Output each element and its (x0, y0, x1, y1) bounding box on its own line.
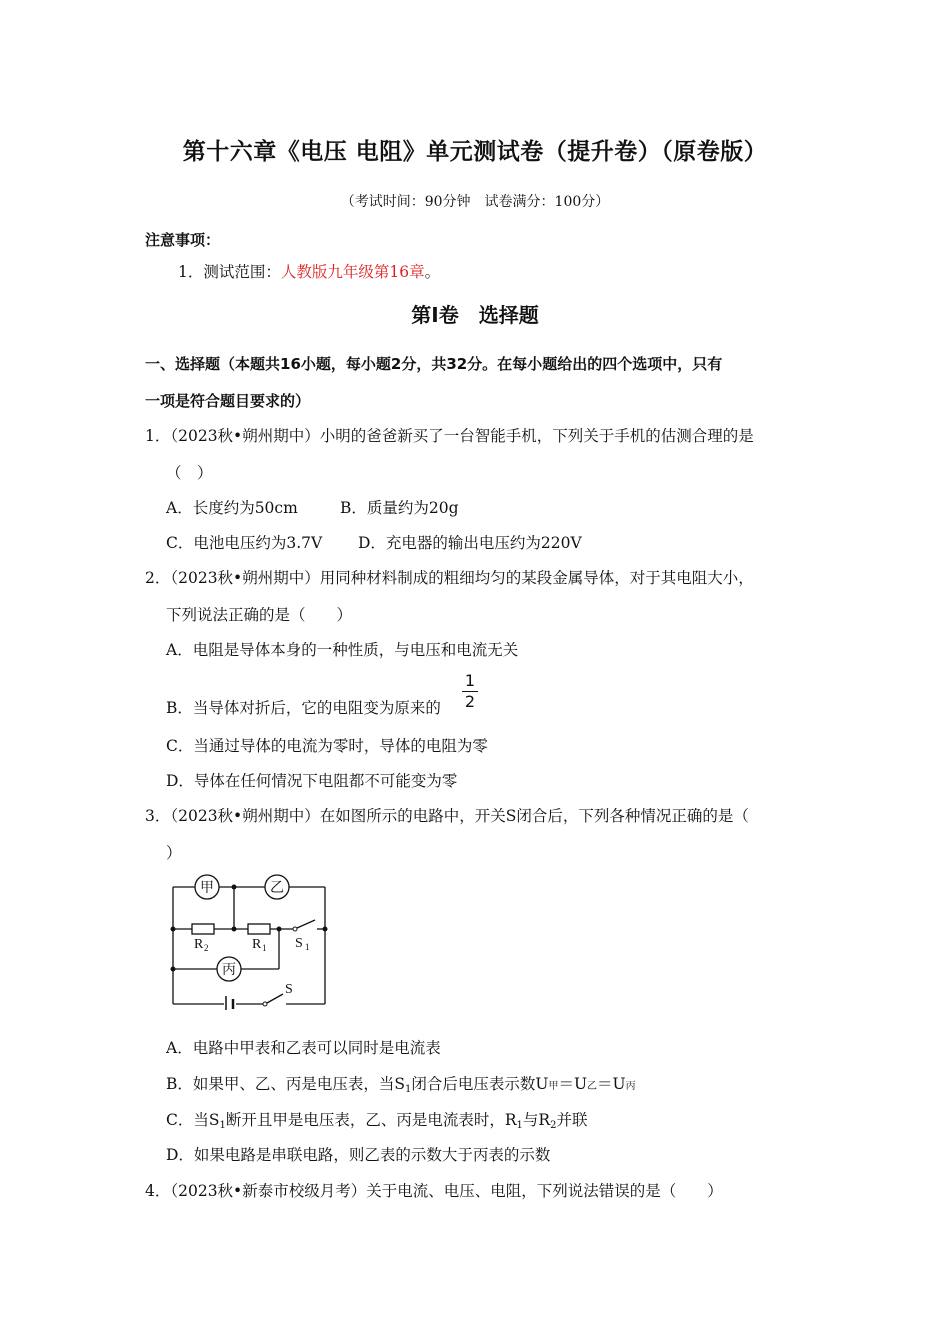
q3-option-b (166, 1072, 636, 1095)
q2-option-a: A．电阻是导体本身的一种性质，与电压和电流无关 (166, 641, 519, 659)
page-title: 第十六章《电压 电阻》单元测试卷（提升卷）（原卷版） (182, 139, 768, 165)
q3-b-eq1: ＝U (558, 1075, 588, 1093)
q4-stem: 4．（2023秋•新泰市校级月考）关于电流、电压、电阻，下列说法错误的是（ ） (145, 1182, 723, 1200)
q3-c-and: 与R (522, 1111, 551, 1129)
exam-info: （考试时间：90分钟 试卷满分：100分） (340, 194, 610, 210)
q3-b-text-mid: 闭合后电压表示数U (411, 1075, 549, 1093)
switch-s1-terminal (293, 927, 297, 931)
q1-option-c: C．电池电压约为3.7V (166, 534, 323, 552)
notice-heading: 注意事项： (145, 231, 221, 249)
q1-stem: 1．（2023秋•朔州期中）小明的爸爸新买了一台智能手机，下列关于手机的估测合理的是 (145, 427, 754, 445)
q3-b-eq2: ＝U (597, 1075, 626, 1093)
meter-bing-label: 丙 (222, 963, 236, 978)
notice-item-end: 。 (424, 263, 441, 281)
notice-item (178, 260, 440, 282)
junction-dot (171, 927, 176, 932)
junction-dot (323, 927, 328, 932)
q2-option-d: D．导体在任何情况下电阻都不可能变为零 (166, 772, 458, 790)
s1-subscript: 1 (305, 942, 310, 952)
fraction-one-half (462, 672, 478, 711)
s-label: S (285, 982, 293, 997)
q2-option-b: B．当导体对折后，它的电阻变为原来的 (166, 699, 441, 717)
q1-option-d: D．充电器的输出电压约为220V (358, 534, 582, 552)
notice-item-label: 1．测试范围： (178, 263, 281, 281)
r2-label: R (194, 937, 204, 952)
r1-label: R (252, 937, 262, 952)
fraction-numerator: 1 (464, 671, 476, 690)
meter-yi-label: 乙 (270, 881, 284, 896)
q1-paren: （ ） (166, 464, 213, 482)
q3-b-text: B．如果甲、乙、丙是电压表，当S (166, 1075, 406, 1093)
q3-c-text-mid: 断开且甲是电压表，乙、丙是电流表时，R (225, 1111, 517, 1129)
q3-b-sub-s1: 1 (405, 1084, 412, 1095)
q2-option-c: C．当通过导体的电流为零时，导体的电阻为零 (166, 737, 488, 755)
r1-subscript: 1 (262, 943, 267, 953)
q3-stem: 3．（2023秋•朔州期中）在如图所示的电路中，开关S闭合后，下列各种情况正确的是（ (145, 807, 749, 825)
q3-option-d: D．如果电路是串联电路，则乙表的示数大于丙表的示数 (166, 1146, 551, 1164)
q3-c-sub-r2: 2 (550, 1120, 557, 1131)
q2-stem-cont: 下列说法正确的是（ ） (166, 606, 353, 624)
part-heading-line2: 一项是符合题目要求的） (145, 392, 311, 410)
junction-dot (232, 885, 237, 890)
junction-dot (232, 927, 237, 932)
q3-option-a: A．电路中甲表和乙表可以同时是电流表 (166, 1039, 441, 1057)
q3-c-end: 并联 (556, 1111, 588, 1129)
q3-b-sub-jia: 甲 (548, 1081, 559, 1092)
r2-subscript: 2 (204, 943, 209, 953)
junction-dot (171, 967, 176, 972)
resistor-r1 (248, 924, 270, 934)
q3-option-c (166, 1108, 587, 1131)
q3-c-text: C．当S (166, 1111, 220, 1129)
q3-c-sub-r1: 1 (516, 1120, 523, 1131)
circuit-diagram (160, 870, 340, 1010)
q3-b-sub-yi: 乙 (587, 1081, 598, 1092)
switch-s-terminal (263, 1002, 267, 1006)
q1-option-b: B．质量约为20g (340, 499, 459, 517)
junction-dot (277, 927, 282, 932)
section-title: 第Ⅰ卷 选择题 (411, 303, 539, 327)
q3-b-sub-bing: 丙 (625, 1081, 636, 1092)
resistor-r2 (192, 924, 214, 934)
q3-c-sub-s1: 1 (219, 1120, 226, 1131)
s1-label: S (295, 936, 303, 951)
battery-icon (226, 996, 233, 1010)
meter-jia-label: 甲 (200, 881, 214, 896)
fraction-denominator: 2 (464, 692, 476, 711)
q2-stem: 2．（2023秋•朔州期中）用同种材料制成的粗细均匀的某段金属导体，对于其电阻大小， (145, 569, 754, 587)
notice-scope: 人教版九年级第16章 (280, 263, 425, 281)
part-heading-line1: 一、选择题（本题共16小题，每小题2分，共32分。在每小题给出的四个选项中，只有 (145, 355, 723, 373)
q1-option-a: A．长度约为50cm (166, 499, 298, 517)
q3-stem-cont: ） (166, 844, 182, 862)
